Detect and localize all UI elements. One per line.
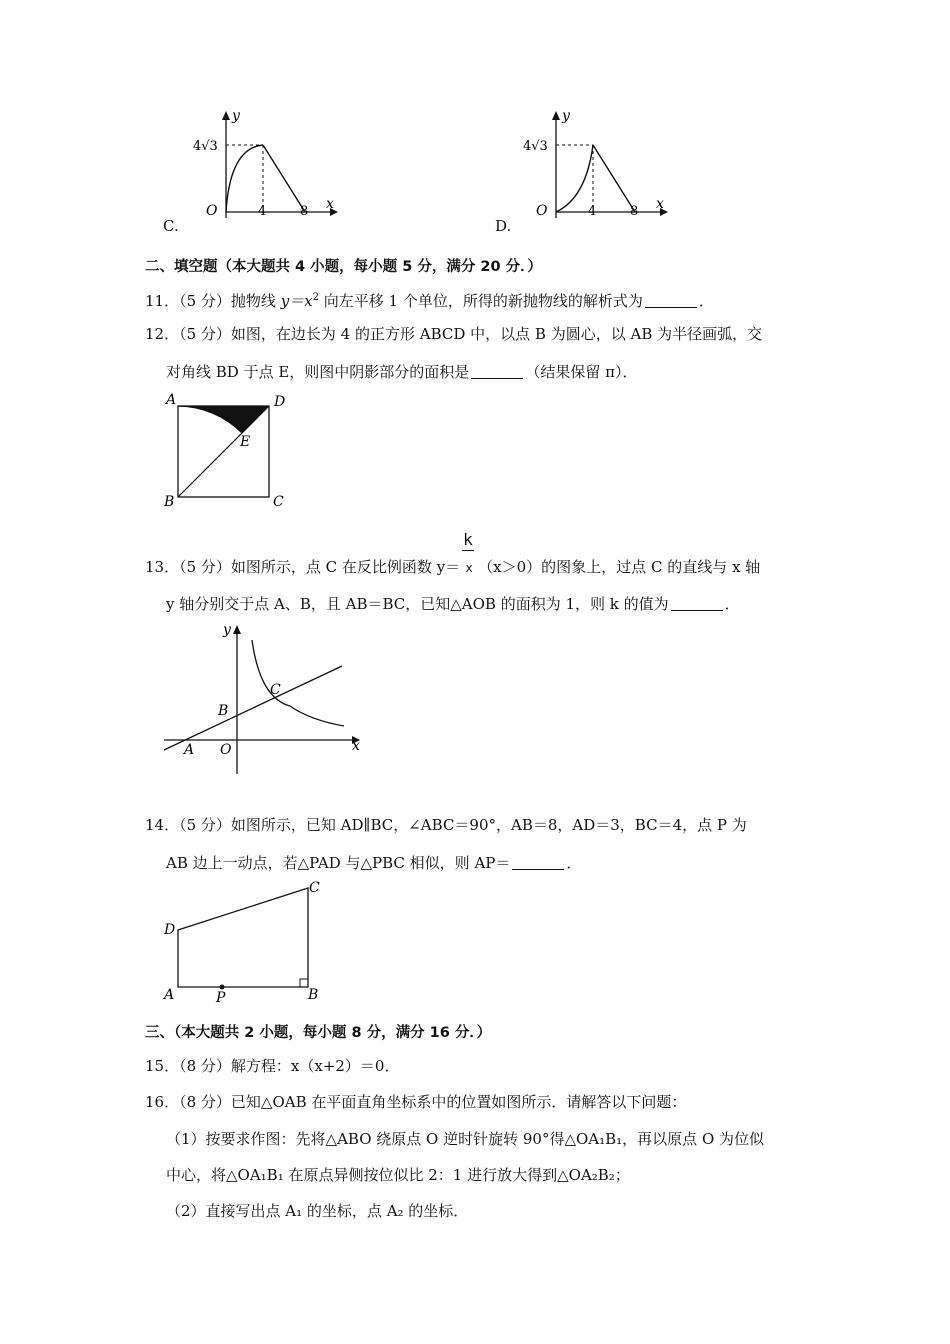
y-axis-arrow-icon bbox=[552, 111, 560, 120]
label-e: E bbox=[240, 434, 251, 450]
q13-line1-a: 如图所示，点 C 在反比例函数 y＝ bbox=[230, 558, 461, 576]
label-a: A bbox=[184, 742, 195, 758]
y-tick-label: 4√3 bbox=[193, 139, 218, 154]
y-tick-label: 4√3 bbox=[523, 139, 548, 154]
q16-part1-line1: （1）按要求作图：先将△ABO 绕原点 O 逆时针旋转 90°得△OA₁B₁，再以原点 O 为位似 bbox=[166, 1130, 765, 1148]
q12-line1: 如图，在边长为 4 的正方形 ABCD 中，以点 B 为圆心，以 AB 为半径画弧，交 bbox=[230, 325, 763, 343]
q16-number: 16． bbox=[145, 1093, 180, 1111]
line-abc bbox=[164, 666, 342, 750]
label-b: B bbox=[218, 703, 229, 719]
origin-label: O bbox=[206, 203, 218, 219]
question-13-line1 bbox=[145, 530, 761, 578]
y-axis-arrow-icon bbox=[233, 625, 241, 634]
q14-trapezoid-figure bbox=[160, 875, 335, 1005]
label-d: D bbox=[164, 922, 176, 938]
q15-text: （8 分）解方程：x（x+2）＝0． bbox=[179, 1057, 400, 1075]
q12-line2-a: 对角线 BD 于点 E，则图中阴影部分的面积是 bbox=[166, 363, 470, 381]
q13-line2-b: ． bbox=[724, 595, 740, 613]
origin-label: O bbox=[536, 203, 548, 219]
q13-line1-b: （x＞0）的图象上，过点 C 的直线与 x 轴 bbox=[478, 558, 761, 576]
q13-number: 13． bbox=[145, 558, 180, 576]
x-tick-4: 4 bbox=[588, 204, 597, 219]
line-segment bbox=[593, 145, 635, 212]
label-c: C bbox=[273, 494, 284, 510]
q14-number: 14． bbox=[145, 816, 180, 834]
q13-fraction bbox=[460, 530, 478, 578]
label-y: y bbox=[223, 622, 231, 638]
q14-line1: 如图所示，已知 AD∥BC，∠ABC＝90°，AB＝8，AD＝3，BC＝4，点 P 为 bbox=[230, 816, 747, 834]
q11-score: （5 分） bbox=[179, 292, 231, 310]
question-12-line2 bbox=[166, 362, 637, 382]
option-d-graph bbox=[520, 108, 670, 220]
section2-heading: 二、填空题（本大题共 4 小题，每小题 5 分，满分 20 分．） bbox=[145, 259, 542, 275]
question-12-line1 bbox=[145, 324, 762, 344]
q14-answer-blank[interactable] bbox=[512, 855, 564, 870]
option-c-label: C. bbox=[163, 217, 179, 235]
q15-number: 15． bbox=[145, 1057, 180, 1075]
x-tick-4: 4 bbox=[258, 204, 267, 219]
q13-graph bbox=[160, 618, 365, 778]
option-c-graph bbox=[190, 108, 340, 220]
y-label: y bbox=[232, 108, 240, 124]
trapezoid-abcd bbox=[178, 888, 308, 987]
label-b: B bbox=[308, 987, 319, 1003]
question-14-line1 bbox=[145, 815, 747, 835]
curve-segment bbox=[556, 145, 593, 212]
q14-score: （5 分） bbox=[179, 816, 231, 834]
hyperbola-curve bbox=[252, 640, 344, 726]
q12-number: 12． bbox=[145, 325, 180, 343]
q13-score: （5 分） bbox=[179, 558, 231, 576]
label-b: B bbox=[164, 494, 175, 510]
q13-answer-blank[interactable] bbox=[671, 596, 723, 611]
question-15 bbox=[145, 1056, 399, 1076]
right-angle-mark bbox=[300, 979, 308, 987]
diagonal-bd bbox=[178, 406, 269, 497]
q11-answer-blank[interactable] bbox=[645, 293, 697, 308]
label-d: D bbox=[274, 394, 286, 410]
q12-line2-b: （结果保留 π）． bbox=[525, 363, 638, 381]
label-a: A bbox=[166, 392, 177, 408]
x-label: x bbox=[656, 196, 664, 212]
q11-end: ． bbox=[698, 292, 714, 310]
q12-score: （5 分） bbox=[179, 325, 231, 343]
q11-text-b: 向左平移 1 个单位，所得的新抛物线的解析式为 bbox=[319, 292, 643, 310]
question-14-line2 bbox=[166, 853, 581, 873]
label-c: C bbox=[270, 682, 281, 698]
q13-line2-a: y 轴分别交于点 A、B，且 AB＝BC，已知△AOB 的面积为 1，则 k 的值为 bbox=[166, 595, 669, 613]
label-x: x bbox=[352, 738, 360, 754]
q13-frac-num: k bbox=[463, 530, 473, 549]
curve-segment bbox=[226, 145, 263, 212]
q14-line2-b: ． bbox=[566, 854, 582, 872]
question-11 bbox=[145, 288, 714, 311]
line-segment bbox=[263, 145, 305, 212]
option-d-label: D. bbox=[495, 217, 512, 235]
label-c: C bbox=[309, 880, 320, 896]
question-16 bbox=[145, 1092, 686, 1112]
q16-part1-line2: 中心，将△OA₁B₁ 在原点异侧按位似比 2：1 进行放大得到△OA₂B₂； bbox=[166, 1166, 630, 1184]
question-13-line2 bbox=[166, 594, 740, 614]
point-p bbox=[220, 985, 225, 990]
q12-square-figure bbox=[160, 390, 295, 512]
q16-text: （8 分）已知△OAB 在平面直角坐标系中的位置如图所示．请解答以下问题： bbox=[179, 1093, 687, 1111]
q12-answer-blank[interactable] bbox=[471, 364, 523, 379]
q11-expr: y＝x bbox=[280, 292, 313, 310]
q16-part2: （2）直接写出点 A₁ 的坐标，点 A₂ 的坐标． bbox=[166, 1202, 469, 1220]
label-p: P bbox=[216, 990, 226, 1005]
q14-line2-a: AB 边上一动点，若△PAD 与△PBC 相似，则 AP＝ bbox=[166, 854, 511, 872]
x-tick-8: 8 bbox=[300, 204, 309, 219]
q11-exponent: 2 bbox=[312, 292, 319, 303]
label-o: O bbox=[220, 742, 232, 758]
x-tick-8: 8 bbox=[630, 204, 639, 219]
q11-text-a: 抛物线 bbox=[230, 292, 281, 310]
q13-frac-den: x bbox=[465, 561, 473, 575]
y-axis-arrow-icon bbox=[222, 111, 230, 120]
section3-heading: 三、（本大题共 2 小题，每小题 8 分，满分 16 分．） bbox=[145, 1025, 492, 1041]
label-a: A bbox=[164, 987, 175, 1003]
x-label: x bbox=[326, 196, 334, 212]
y-label: y bbox=[562, 108, 570, 124]
q11-number: 11． bbox=[145, 292, 180, 310]
